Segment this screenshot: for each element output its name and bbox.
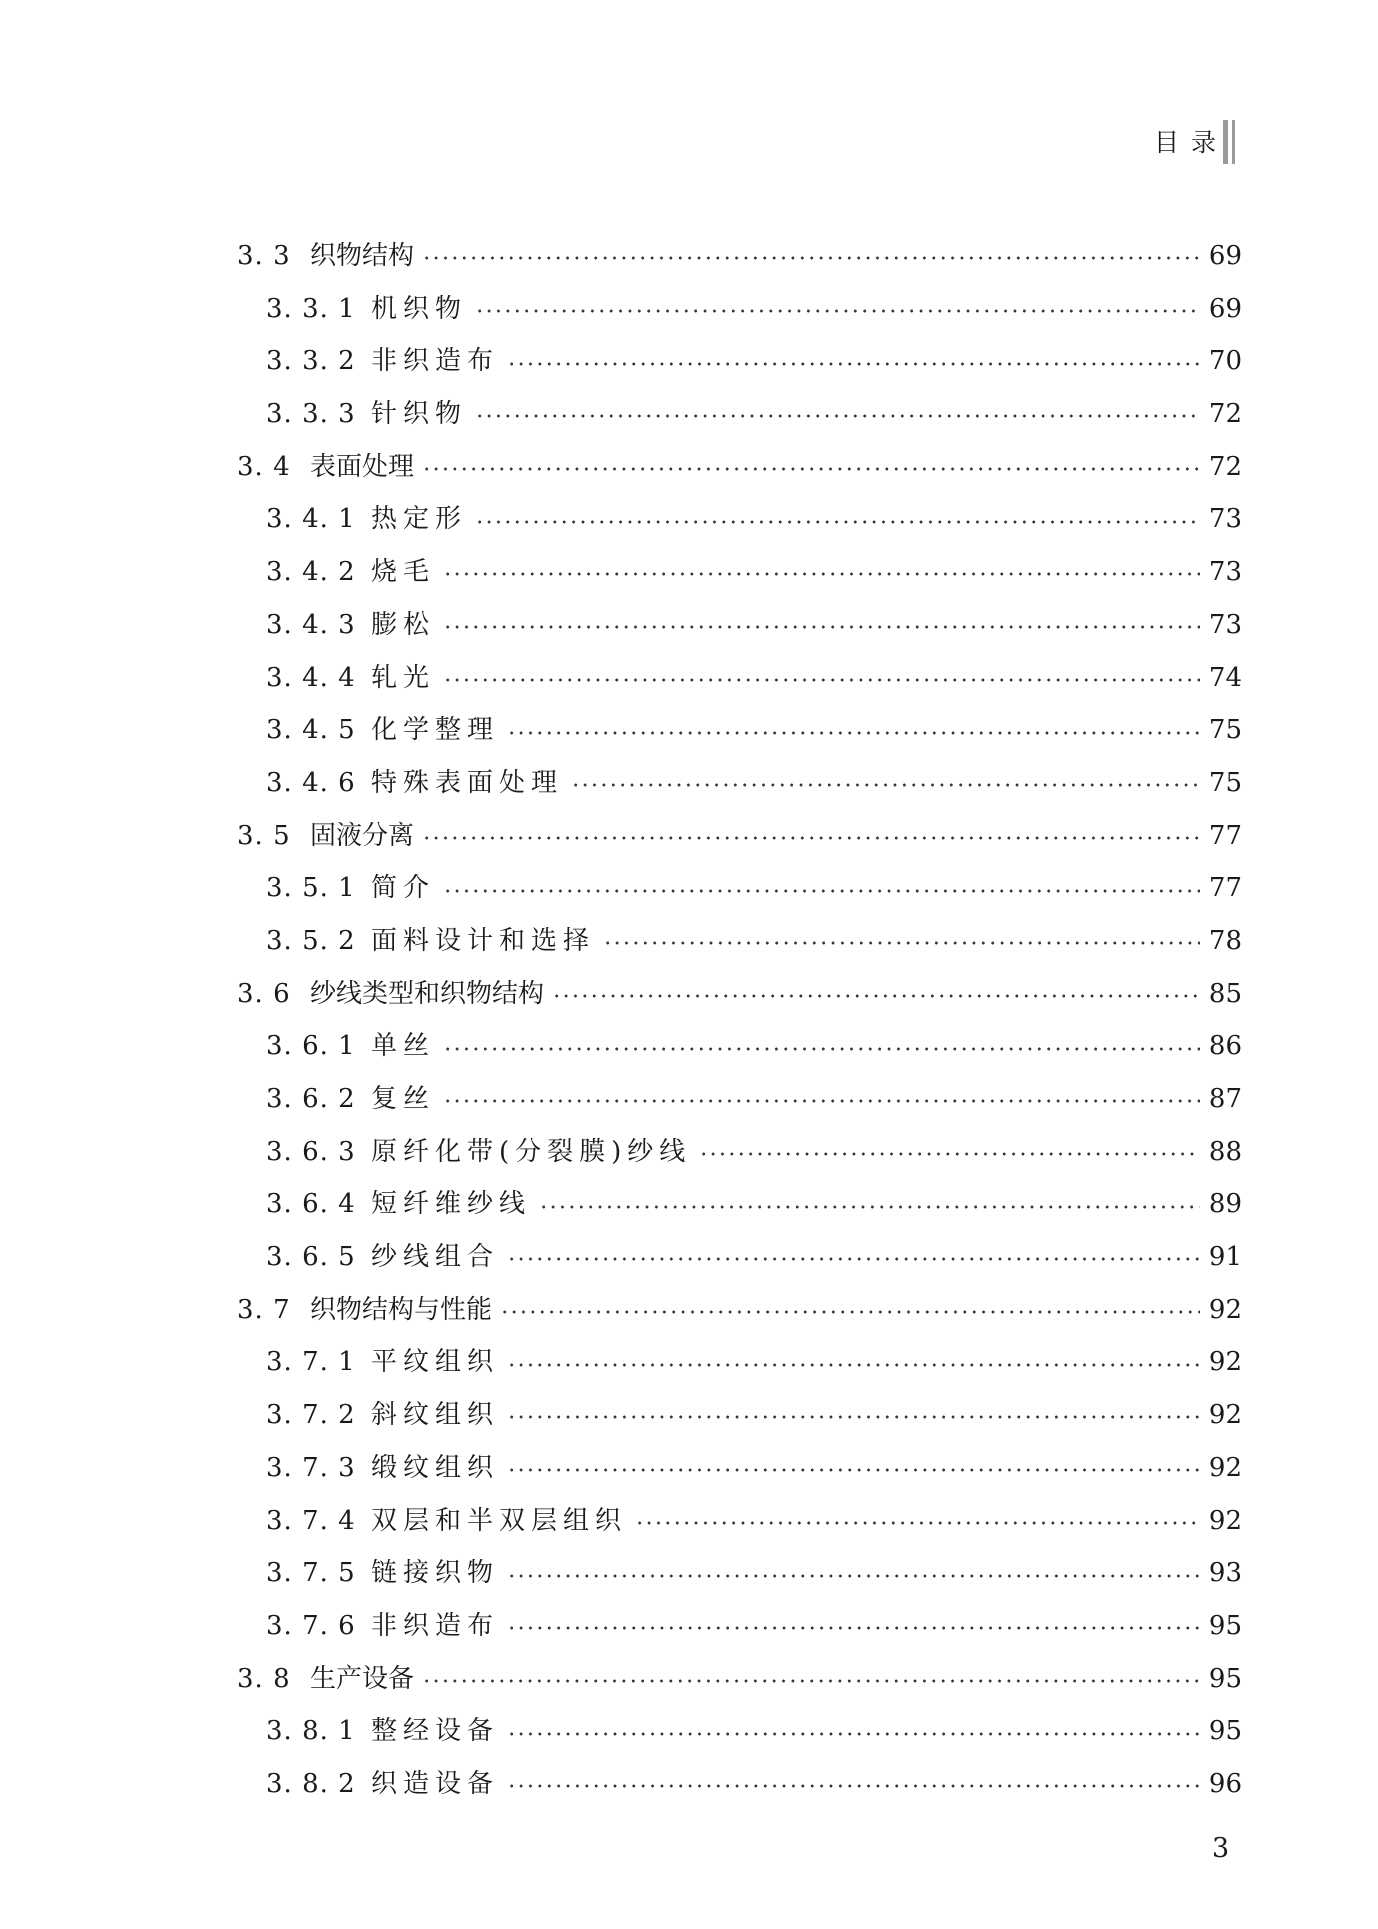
toc-subsection-entry[interactable] [237,335,1242,388]
toc-entry-title: 烧毛 [371,557,436,588]
toc-subsection-entry[interactable] [237,1600,1242,1653]
page-number: 3 [1212,1833,1230,1864]
toc-subsection-entry[interactable] [237,1178,1242,1231]
toc-dot-leader [699,1152,1200,1156]
toc-entry-page: 74 [1208,662,1242,693]
toc-entry-title: 织物结构与性能 [310,1294,493,1325]
toc-entry-number: 3. 7. 4 [266,1505,356,1536]
toc-dot-leader [552,994,1200,998]
toc-subsection-entry[interactable] [237,652,1242,705]
toc-entry-number: 3. 7. 1 [266,1347,356,1378]
toc-entry-page: 72 [1208,399,1242,430]
header-bar-thin [1232,120,1235,164]
toc-entry-number: 3. 6 [237,978,291,1009]
toc-entry-title: 轧光 [371,662,436,693]
toc-entry-title: 化学整理 [371,715,500,746]
toc-entry-number: 3. 4. 1 [266,504,356,535]
toc-subsection-entry[interactable] [237,546,1242,599]
toc-subsection-entry[interactable] [237,599,1242,652]
toc-entry-page: 87 [1208,1084,1242,1114]
toc-entry-page: 95 [1208,1610,1242,1641]
toc-entry-number: 3. 5 [237,820,291,851]
toc-entry-number: 3. 3. 2 [266,346,356,377]
toc-entry-page: 77 [1208,873,1242,904]
toc-entry-title: 纱线组合 [371,1242,500,1273]
toc-dot-leader [507,1732,1200,1736]
toc-dot-leader [422,256,1200,260]
toc-entry-number: 3. 3. 1 [266,293,356,324]
toc-dot-leader [475,414,1200,418]
toc-entry-page: 92 [1208,1505,1242,1536]
toc-subsection-entry[interactable] [237,1705,1242,1758]
toc-subsection-entry[interactable] [237,1389,1242,1442]
toc-entry-page: 72 [1208,451,1242,482]
toc-dot-leader [507,1415,1200,1419]
toc-entry-number: 3. 6. 1 [266,1031,356,1062]
toc-dot-leader [507,731,1200,735]
toc-entry-title: 非织造布 [371,1610,500,1641]
toc-entry-page: 92 [1208,1294,1242,1325]
toc-entry-number: 3. 4. 5 [266,715,356,746]
toc-entry-title: 斜纹组织 [371,1400,500,1431]
toc-entry-title: 生产设备 [310,1663,415,1694]
toc-entry-number: 3. 3. 3 [266,399,356,430]
toc-subsection-entry[interactable] [237,493,1242,546]
toc-dot-leader [443,678,1200,682]
toc-entry-title: 单丝 [371,1031,436,1062]
toc-subsection-entry[interactable] [237,1020,1242,1073]
toc-entry-title: 纱线类型和织物结构 [310,978,545,1009]
toc-entry-title: 平纹组织 [371,1347,500,1378]
toc-entry-number: 3. 4. 3 [266,609,356,640]
toc-dot-leader [507,1468,1200,1472]
table-of-contents [237,230,1242,1811]
toc-entry-number: 3. 4 [237,451,291,482]
toc-entry-number: 3. 6. 2 [266,1084,356,1114]
toc-entry-page: 88 [1208,1136,1242,1167]
toc-entry-title: 链接织物 [371,1558,500,1589]
toc-dot-leader [422,467,1200,471]
toc-entry-page: 69 [1208,293,1242,324]
toc-dot-leader [475,520,1200,524]
running-header-title: 目 录 [1154,128,1218,157]
toc-dot-leader [539,1205,1200,1209]
toc-entry-page: 75 [1208,767,1242,798]
toc-dot-leader [443,889,1200,893]
toc-section-entry[interactable] [237,441,1242,494]
toc-entry-number: 3. 7. 5 [266,1558,356,1589]
toc-subsection-entry[interactable] [237,1495,1242,1548]
toc-entry-title: 膨松 [371,609,436,640]
toc-entry-number: 3. 7. 2 [266,1400,356,1431]
toc-dot-leader [475,309,1200,313]
toc-entry-title: 缎纹组织 [371,1452,500,1483]
toc-subsection-entry[interactable] [237,1073,1242,1126]
toc-dot-leader [422,836,1200,840]
toc-section-entry[interactable] [237,230,1242,283]
toc-entry-page: 69 [1208,241,1242,271]
toc-section-entry[interactable] [237,810,1242,863]
toc-subsection-entry[interactable] [237,1126,1242,1179]
header-bar-thick [1223,120,1228,164]
toc-entry-title: 表面处理 [310,451,415,482]
toc-entry-page: 70 [1208,346,1242,377]
toc-dot-leader [507,1257,1200,1261]
toc-entry-title: 热定形 [371,504,468,535]
toc-entry-number: 3. 6. 5 [266,1242,356,1273]
toc-dot-leader [500,1310,1200,1314]
toc-entry-number: 3. 8. 2 [266,1768,356,1799]
toc-entry-title: 固液分离 [310,820,415,851]
toc-dot-leader [507,362,1200,366]
toc-dot-leader [507,1784,1200,1788]
toc-dot-leader [422,1679,1200,1683]
toc-dot-leader [603,941,1200,945]
toc-entry-number: 3. 8. 1 [266,1716,356,1747]
toc-section-entry[interactable] [237,1284,1242,1337]
toc-entry-number: 3. 3 [237,241,291,271]
toc-dot-leader [443,1047,1200,1051]
toc-entry-number: 3. 4. 4 [266,662,356,693]
toc-entry-page: 86 [1208,1031,1242,1062]
toc-entry-page: 92 [1208,1347,1242,1378]
toc-entry-page: 92 [1208,1452,1242,1483]
toc-entry-title: 复丝 [371,1084,436,1114]
toc-subsection-entry[interactable] [237,388,1242,441]
toc-subsection-entry[interactable] [237,915,1242,968]
toc-dot-leader [443,625,1200,629]
toc-section-entry[interactable] [237,1653,1242,1706]
toc-entry-title: 简介 [371,873,436,904]
toc-subsection-entry[interactable] [237,862,1242,915]
toc-entry-page: 95 [1208,1716,1242,1747]
toc-dot-leader [507,1626,1200,1630]
toc-entry-page: 75 [1208,715,1242,746]
toc-dot-leader [571,783,1200,787]
toc-subsection-entry[interactable] [237,1231,1242,1284]
toc-entry-page: 73 [1208,609,1242,640]
toc-entry-page: 95 [1208,1663,1242,1694]
toc-subsection-entry[interactable] [237,1336,1242,1389]
header-decorative-bars [1223,120,1239,164]
toc-dot-leader [635,1521,1200,1525]
toc-entry-title: 面料设计和选择 [371,925,596,956]
toc-entry-title: 机织物 [371,293,468,324]
toc-entry-title: 短纤维纱线 [371,1189,532,1220]
toc-entry-page: 96 [1208,1768,1242,1799]
toc-dot-leader [443,572,1200,576]
toc-entry-number: 3. 7. 6 [266,1610,356,1641]
toc-entry-title: 织物结构 [310,241,415,271]
toc-entry-page: 78 [1208,925,1242,956]
toc-entry-title: 针织物 [371,399,468,430]
toc-entry-page: 73 [1208,557,1242,588]
toc-entry-number: 3. 7. 3 [266,1452,356,1483]
toc-dot-leader [443,1099,1200,1103]
toc-subsection-entry[interactable] [237,704,1242,757]
toc-dot-leader [507,1574,1200,1578]
toc-entry-title: 特殊表面处理 [371,767,564,798]
toc-entry-page: 91 [1208,1242,1242,1273]
toc-entry-title: 整经设备 [371,1716,500,1747]
toc-entry-page: 77 [1208,820,1242,851]
toc-entry-number: 3. 7 [237,1294,291,1325]
toc-entry-number: 3. 4. 6 [266,767,356,798]
toc-entry-page: 92 [1208,1400,1242,1431]
toc-entry-title: 双层和半双层组织 [371,1505,628,1536]
toc-dot-leader [507,1363,1200,1367]
toc-entry-number: 3. 5. 1 [266,873,356,904]
toc-subsection-entry[interactable] [237,757,1242,810]
toc-entry-number: 3. 6. 4 [266,1189,356,1220]
toc-entry-title: 织造设备 [371,1768,500,1799]
toc-subsection-entry[interactable] [237,283,1242,336]
toc-entry-title: 原纤化带(分裂膜)纱线 [371,1136,692,1167]
toc-section-entry[interactable] [237,968,1242,1021]
toc-entry-number: 3. 8 [237,1663,291,1694]
toc-entry-number: 3. 6. 3 [266,1136,356,1167]
toc-subsection-entry[interactable] [237,1547,1242,1600]
toc-entry-number: 3. 4. 2 [266,557,356,588]
toc-subsection-entry[interactable] [237,1758,1242,1811]
toc-entry-page: 93 [1208,1558,1242,1589]
toc-entry-page: 85 [1208,978,1242,1009]
toc-entry-page: 89 [1208,1189,1242,1220]
toc-entry-title: 非织造布 [371,346,500,377]
toc-entry-page: 73 [1208,504,1242,535]
toc-subsection-entry[interactable] [237,1442,1242,1495]
toc-entry-number: 3. 5. 2 [266,925,356,956]
